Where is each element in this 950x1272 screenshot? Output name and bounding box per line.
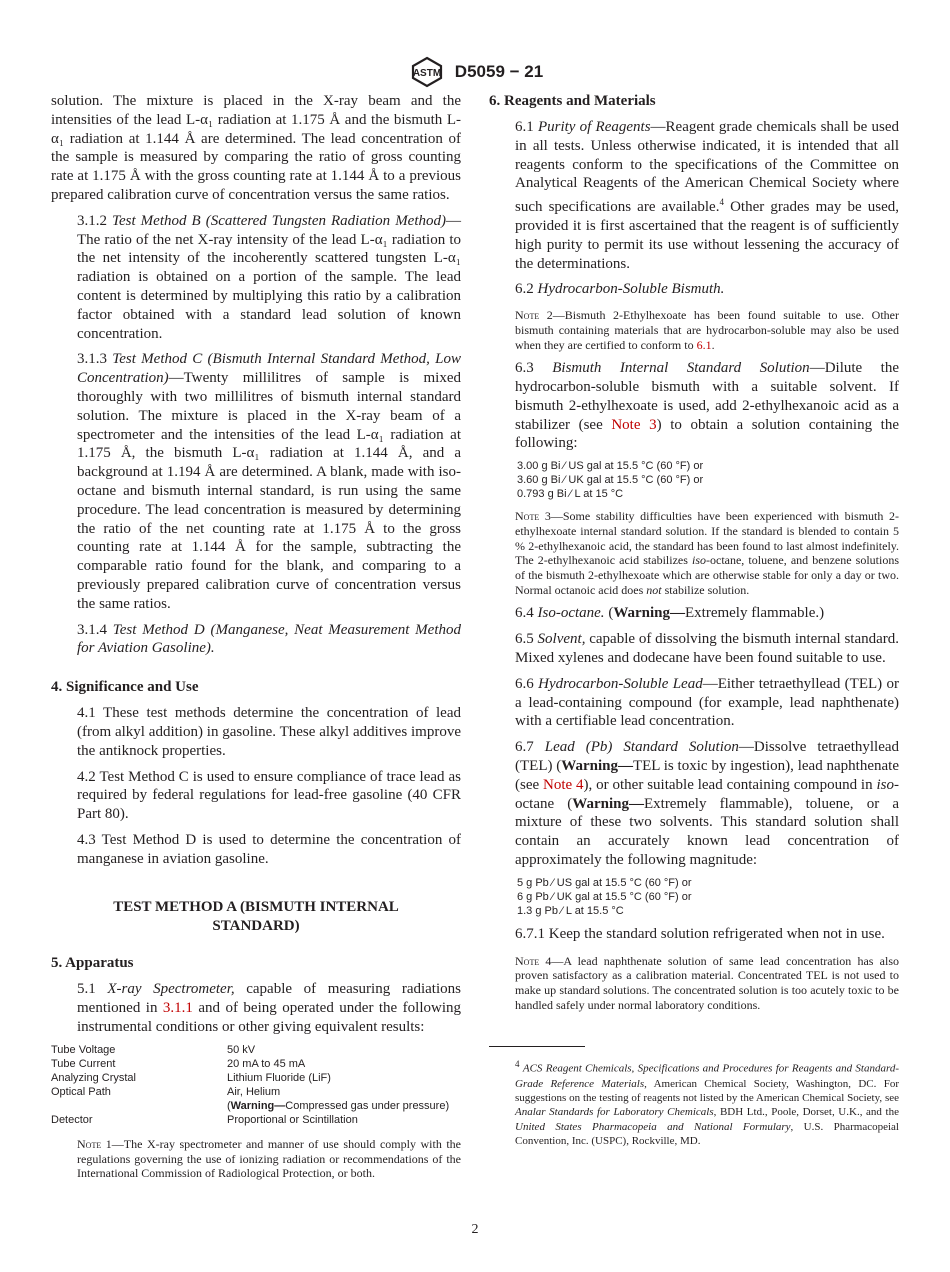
- paragraph-3-1-3: 3.1.3 Test Method C (Bismuth Internal Standard Method, Low Concentration)—Twenty millilitres of sample is mixed thoroughly with two millilitres of bismuth internal standard solution. The mixture is placed in the X-ray beam of a spectrometer and the intensities of the lead L-α₁ radiation at 1.175 Å, the bismuth L-α₁ radiation at 1.144 Å, and a background at 1.194 Å are determined. A blank, made with iso-octane and bismuth internal standard, is run using the same procedure. The lead concentration is measured by determining the ratio of the net counting rate at 1.175 Å to the gross counting rate at 1.144 Å for the sample, subtracting the comparable ratio found for the blank, and comparing to a previously prepared calibration curve of concentration versus the same ratios.: [77, 351, 462, 612]
- paragraph-6-3: 6.3 Bismuth Internal Standard Solution—Dilute the hydrocarbon-soluble bismuth with a suitable solvent. If bismuth 2-ethylhexoate is used, add 2-ethylhexanoic acid as a stabilizer (see Note 3) to obtain a solution containing the following:: [515, 360, 899, 452]
- section-4-heading: 4. Significance and Use: [51, 679, 199, 696]
- table-row: Optical Path Air, Helium: [51, 1085, 281, 1098]
- page-number: 2: [471, 1222, 479, 1237]
- note-2: Note 2—Bismuth 2-Ethylhexoate has been found suitable to use. Other bismuth containing materials that are hydrocarbon-soluble may also be used when they are certified to conform to 6.1.: [515, 308, 899, 352]
- svg-text:ASTM: ASTM: [412, 68, 441, 79]
- table-row: Tube Voltage 50 kV: [51, 1043, 256, 1056]
- list-item: 6 g Pb ⁄ UK gal at 15.5 °C (60 °F) or: [517, 890, 692, 903]
- section-6-heading: 6. Reagents and Materials: [489, 93, 656, 109]
- list-item: 0.793 g Bi ⁄ L at 15 °C: [517, 488, 624, 501]
- link-note-4[interactable]: Note 4: [543, 776, 584, 793]
- table-row: Analyzing Crystal Lithium Fluoride (LiF): [51, 1071, 331, 1084]
- paragraph-6-4: 6.4 Iso-octane. (Warning—Extremely flammable.): [515, 605, 825, 622]
- paragraph-6-6: 6.6 Hydrocarbon-Soluble Lead—Either tetraethyllead (TEL) or a lead-containing compound (for example, lead naphthenate) with a certifiable lead concentration.: [515, 675, 900, 730]
- paragraph-3-1-4: 3.1.4 Test Method D (Manganese, Neat Measurement Method for Aviation Gasoline).: [77, 621, 461, 657]
- left-column: [51, 92, 461, 1181]
- right-column: [489, 92, 899, 1149]
- paragraph-3-1-2: 3.1.2 Test Method B (Scattered Tungsten Radiation Method)—The ratio of the net X-ray intensity of the lead L-α₁ radiation to the net intensity of the incoherently scattered tungsten L-α₁ radiation is obtained on a portion of the sample. The lead content is determined by multiplying this ratio by a calibration factor obtained with a standard lead solution of known concentration.: [77, 212, 462, 342]
- list-item: 3.00 g Bi ⁄ US gal at 15.5 °C (60 °F) or: [517, 460, 704, 473]
- section-5-heading: 5. Apparatus: [51, 955, 134, 972]
- note-1: Note 1—The X-ray spectrometer and manner of use should comply with the regulations governing the use of ionizing radiation or recommendations of the International Commission of Radiological Protection, or both.: [77, 1136, 462, 1181]
- list-item: 3.60 g Bi ⁄ UK gal at 15.5 °C (60 °F) or: [517, 474, 704, 487]
- link-note-3[interactable]: Note 3: [611, 416, 657, 433]
- paragraph-6-7-1: 6.7.1 Keep the standard solution refrigerated when not in use.: [515, 925, 885, 942]
- paragraph-6-1: 6.1 Purity of Reagents—Reagent grade chemicals shall be used in all tests. Unless otherwise indicated, it is intended that all reagents conform to the specifications of the Committee on Analytical Reagents of the American Chemical Society where such specifications are available.$^4$ Other grades may be used, provided it is first ascertained that the reagent is of sufficiently high purity to permit its use without lessening the accuracy of the determinations.: [515, 119, 899, 272]
- table-row: (Warning—Compressed gas under pressure): [227, 1099, 450, 1112]
- lead-concentration-list: [489, 876, 899, 918]
- paragraph-6-7: 6.7 Lead (Pb) Standard Solution—Dissolve tetraethyllead (TEL) (Warning—TEL is toxic by ingestion), lead naphthenate (see Note 4), or other suitable lead containing compound in iso-octane (Warning—Extremely flammable), toluene, or a mixture of these two solvents. This standard solution shall contain an accurately known lead concentration of approximately the following magnitude:: [515, 739, 900, 869]
- designation: D5059 − 21: [454, 62, 544, 81]
- table-row: Tube Current 20 mA to 45 mA: [51, 1057, 306, 1070]
- paragraph-4-3: 4.3 Test Method D is used to determine the concentration of manganese in aviation gasoline.: [77, 831, 461, 867]
- note-4: Note 4—A lead naphthenate solution of same lead concentration has also proven satisfactory as a calibration material. Concentrated TEL is not used to make up standard solutions. The concentrated solution is too acutely toxic to be handled safely under normal laboratory conditions.: [515, 953, 899, 1012]
- table-row: Detector Proportional or Scintillation: [51, 1113, 358, 1126]
- footnote-4: $^4$ ACS Reagent Chemicals, Specifications and Procedures for Reagents and Standard-Grade Reference Materials, American Chemical Society, Washington, DC. For suggestions on the testing of reagents not listed by the American Chemical Society, see Analar Standards for Laboratory Chemicals, BDH Ltd., Poole, Dorset, U.K., and the United States Pharmacopeia and National Formulary, U.S. Pharmacopeial Convention, Inc. (USPC), Rockville, MD.: [515, 1059, 900, 1148]
- note-3: Note 3—Some stability difficulties have been experienced with bismuth 2-ethylhexoate internal standard solution. If the standard is blended to contain 5 % 2-ethylhexanoic acid, the standard has been found to last almost indefinitely. The 2-ethylhexanoic acid stabilizes iso-octane, toluene, and benzene solutions of the bismuth 2-ethylhexoate which are otherwise stable for only a day or two. Normal octanoic acid does not stabilize solution.: [515, 509, 899, 597]
- list-item: 5 g Pb ⁄ US gal at 15.5 °C (60 °F) or: [517, 876, 692, 889]
- instrument-conditions-table: [51, 1043, 461, 1127]
- paragraph-4-1: 4.1 These test methods determine the concentration of lead (from alkyl addition) in gasoline. These alkyl additives improve the antiknock properties.: [77, 705, 461, 759]
- paragraph-5-1: 5.1 X-ray Spectrometer, capable of measuring radiations mentioned in 3.1.1 and of being operated under the following instrumental conditions or other giving equivalent results:: [77, 981, 461, 1036]
- astm-logo-icon: [407, 56, 447, 88]
- page-header: [0, 56, 950, 88]
- paragraph-4-2: 4.2 Test Method C is used to ensure compliance of trace lead as required by federal regulations for lead-free gasoline (40 CFR Part 80).: [77, 768, 461, 823]
- list-item: 1.3 g Pb ⁄ L at 15.5 °C: [517, 904, 624, 917]
- test-method-a-heading: TEST METHOD A (BISMUTH INTERNAL STANDARD): [113, 899, 399, 935]
- paragraph-6-5: 6.5 Solvent, capable of dissolving the bismuth internal standard. Mixed xylenes and dodecane have been found suitable to use.: [515, 631, 900, 667]
- bismuth-concentration-list: [489, 459, 899, 501]
- paragraph: solution. The mixture is placed in the X-ray beam and the intensities of the lead L-α₁ radiation at 1.175 Å and the bismuth L-α₁ radiation at 1.144 Å are determined. The lead concentration of the sample is measured by comparing the ratio of gross counting rate at 1.175 Å with the gross counting rate at 1.144 Å to a previous prepared calibration curve of concentration versus the same ratios.: [51, 93, 461, 203]
- link-6-1[interactable]: 6.1: [696, 337, 712, 352]
- paragraph-6-2: 6.2 Hydrocarbon-Soluble Bismuth.: [515, 281, 725, 298]
- link-3-1-1[interactable]: 3.1.1: [162, 1000, 193, 1017]
